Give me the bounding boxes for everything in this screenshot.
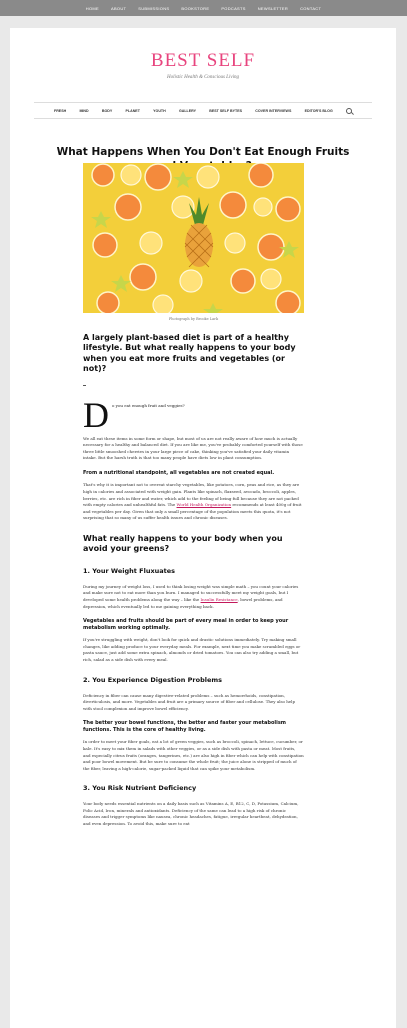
article-title: What Happens When You Don't Eat Enough Fruits bbox=[56, 146, 350, 158]
drop-cap-text: o you eat enough fruit and veggies? bbox=[112, 402, 185, 408]
paragraph-5: Deficiency in fiber can cause many digestive-related problems – such as hemorrhoids, constipation, diverticulosis, and more. Vegetables and fruit are a primary source of fiber and cellulose. They also help with stool complexion and improve bowel efficiency. bbox=[83, 692, 296, 711]
topnav-about[interactable]: ABOUT bbox=[110, 5, 127, 11]
insulin-resistance-link[interactable]: Insulin Resistance bbox=[200, 596, 238, 602]
paragraph-1: We all eat these items in some form or shape, but most of us are not really aware of how much is actually necessary for a healthy and balanced diet. If you are like me, you've probably comforted yourself with those three little smooshed cherries in your large piece of cake, thinking you've satisfied your daily vitamin intake. But the harsh truth is that too many people have diets low in plant consumption. bbox=[83, 435, 303, 461]
main-navigation bbox=[34, 102, 372, 119]
nav-editors-blog[interactable]: EDITOR'S BLOG bbox=[304, 108, 333, 113]
paragraph-6: In order to meet your fiber goals, eat a lot of green veggies, such as broccoli, spinach, lettuce, cucumber, or kale. It's easy to mix them in salads with other veggies, or as a side dish with pasta or meat. Most fruits, and especially citrus fruits (oranges, tangerines, etc.) are also high in fiber which can help with constipation and poor bowel movement. But be sure to consume the whole fruit; the juice alone is stripped of much of the fiber, leaving a high-calorie, sugar-packed liquid that can spike your metabolism. bbox=[83, 739, 304, 771]
nav-planet[interactable]: PLANET bbox=[125, 108, 140, 113]
nav-body[interactable]: BODY bbox=[101, 108, 113, 113]
nav-fresh[interactable]: FRESH bbox=[54, 108, 67, 113]
site-tagline: Holistic Health & Conscious Living bbox=[167, 75, 239, 80]
hero-image bbox=[83, 163, 304, 313]
lead-divider bbox=[83, 385, 86, 386]
heading-avoid-greens: What really happens to your body when you avoid your greens? bbox=[83, 534, 283, 554]
citrus-pineapple-illustration bbox=[83, 163, 304, 313]
paragraph-4: If you're struggling with weight, don't look for quick and drastic solutions immediately. Try making small changes, like adding produce to your everyday meals. For example, next time you make scrambled eggs or pasta sauce, just add some extra spinach, almonds or dried tomatoes. You can also try adding a small, but rich, salad as a side dish with every meal. bbox=[83, 637, 301, 662]
search-icon[interactable] bbox=[346, 108, 352, 114]
who-link[interactable]: World Health Organization bbox=[176, 502, 232, 508]
paragraph-7: Your body needs essential nutrients on a daily basis such as Vitamins A, E, B12, C, D, Potassium, Calcium, Folic Acid, Iron, minerals and antioxidants. Deficiency of the same can lead to a high risk of chronic diseases and trigger symptoms like nausea, chronic headaches, fatigue, irregular heartbeat, dehydration, and even depression. To avoid this, make sure to eat bbox=[83, 801, 299, 827]
nav-best-self-bytes[interactable]: BEST SELF BYTES bbox=[209, 108, 243, 113]
section-3-heading: 3. You Risk Nutrient Deficiency bbox=[83, 784, 197, 793]
nav-cover-interviews[interactable]: COVER INTERVIEWS bbox=[255, 108, 292, 113]
section-1-heading: 1. Your Weight Fluxuates bbox=[83, 566, 176, 575]
paragraph-3-text-a: During my journey of weight loss, I used to think losing weight was simple math – you count your calories and make sure not to eat more than you burn. I managed to successfully meet my weight goals, but I developed some health problems along the way – like the bbox=[83, 583, 299, 602]
nav-gallery[interactable]: GALLERY bbox=[178, 108, 197, 113]
paragraph-2-text-b: recommends at least 400g of fruit and vegetables per day. Given that only a small percentage of the population meets this quota, it's not surprising that so many of us suffer health issues and chronic diseases. bbox=[83, 502, 302, 521]
paragraph-2-text-a: That's why it is important not to overeat starchy vegetables, like potatoes, corn, peas and rice, as they are high in calories and associated with weight gain. Plants like spinach, flaxseed, avocado, broccoli, apples, berries, etc. are rich in fiber and water, which add to the feeling of being full because they are not packed with empty calories and unhealthful fats. The bbox=[83, 482, 300, 508]
topnav-submissions[interactable]: SUBMISSIONS bbox=[138, 5, 170, 11]
subheading-nutritional: From a nutritional standpoint, all vegetables are not created equal. bbox=[83, 469, 275, 476]
brand-header bbox=[10, 50, 396, 80]
paragraph-3 bbox=[83, 584, 304, 610]
drop-cap: D bbox=[83, 394, 109, 435]
nav-mind[interactable]: MIND bbox=[79, 108, 89, 113]
paragraph-3-text-b: , bowel problems, and depression, which eventually led to me gaining everything back. bbox=[83, 596, 283, 609]
photo-caption: Photograph by Brooke Lark bbox=[168, 317, 219, 321]
drop-cap-paragraph bbox=[83, 394, 304, 436]
topnav-podcasts[interactable]: PODCASTS bbox=[221, 5, 246, 11]
top-navigation bbox=[0, 0, 407, 16]
subheading-bowel: The better your bowel functions, the better and faster your metabolism functions. This is the core of healthy living. bbox=[83, 720, 287, 733]
nav-youth[interactable]: YOUTH bbox=[153, 108, 166, 113]
paragraph-2 bbox=[83, 482, 304, 522]
topnav-contact[interactable]: CONTACT bbox=[300, 5, 322, 11]
topnav-home[interactable]: HOME bbox=[85, 5, 99, 11]
article-lead: A largely plant-based diet is part of a healthy lifestyle. But what really happens to your body when you eat more fruits and vegetables (or not)? bbox=[83, 333, 296, 374]
topnav-bookstore[interactable]: BOOKSTORE bbox=[181, 5, 210, 11]
site-logo[interactable]: BEST SELF bbox=[150, 50, 256, 71]
article-body bbox=[83, 333, 304, 834]
topnav-newsletter[interactable]: NEWSLETTER bbox=[257, 5, 289, 11]
subheading-metabolism: Vegetables and fruits should be part of every meal in order to keep your metabolism working optimally. bbox=[83, 618, 289, 631]
section-2-heading: 2. You Experience Digestion Problems bbox=[83, 675, 223, 684]
